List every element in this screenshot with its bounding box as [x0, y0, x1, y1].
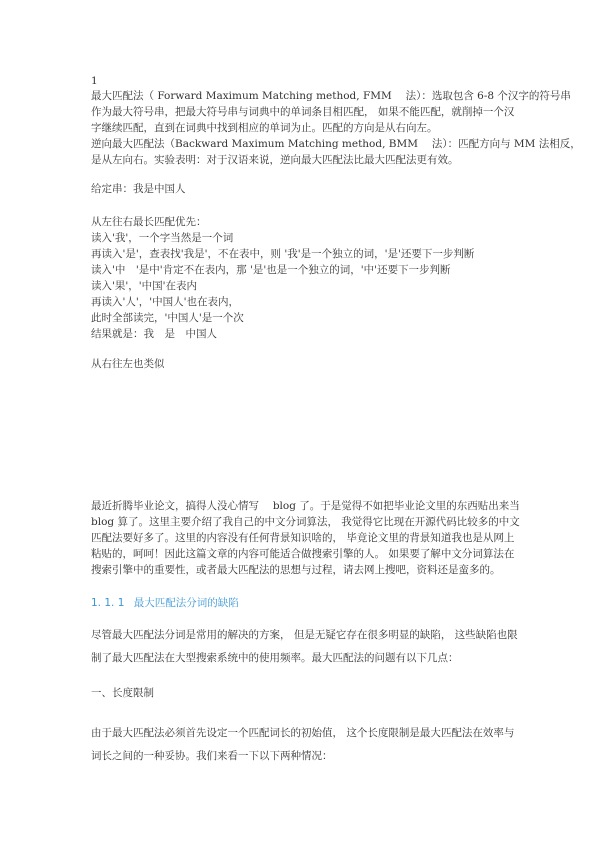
blog-line: 匹配法要好多了。这里的内容没有任何背景知识啥的， 毕竟论文里的背景知道我也是从网上 — [91, 532, 515, 544]
defect-line: 尽管最大匹配法分词是常用的解决的方案， 但是无疑它存在很多明显的缺陷， 这些缺陷也限 — [91, 629, 518, 641]
page-number: 1 — [91, 75, 98, 87]
length-line: 词长之间的一种妥协。我们来看一下以下两种情况： — [91, 750, 333, 762]
process-line: 结果就是：我 是 中国人 — [91, 328, 217, 340]
blog-line: 最近折腾毕业论文，搞得人没心情写 blog 了。于是觉得不如把毕业论文里的东西贴出来当 — [91, 500, 520, 512]
length-line: 由于最大匹配法必须首先设定一个匹配词长的初始值， 这个长度限制是最大匹配法在效率与 — [91, 727, 515, 739]
intro-line: 是从左向右。实验表明：对于汉语来说，逆向最大匹配法比最大匹配法更有效。 — [91, 154, 459, 166]
section-title: 最大匹配法分词的缺陷 — [133, 597, 239, 609]
process-line: 再读入'人'，'中国人'也在表内， — [91, 296, 240, 308]
defect-line: 制了最大匹配法在大型搜索系统中的使用频率。最大匹配法的问题有以下几点： — [91, 652, 459, 664]
intro-line: 逆向最大匹配法（Backward Maximum Matching method, BMM 法）：匹配方向与 MM 法相反， — [91, 138, 581, 150]
process-line: 从左往右最长匹配优先： — [91, 216, 207, 228]
section-number: 1. 1. 1 — [91, 597, 125, 609]
blog-line: 粘贴的，呵呵！因此这篇文章的内容可能适合做搜索引擎的人。 如果要了解中文分词算法在 — [91, 548, 515, 560]
length-heading: 一、长度限制 — [91, 687, 154, 699]
intro-line: 字继续匹配，直到在词典中找到相应的单词为止。匹配的方向是从右向左。 — [91, 122, 438, 134]
right-to-left-note: 从右往左也类似 — [91, 358, 165, 370]
blog-line: blog 算了。这里主要介绍了我自己的中文分词算法， 我觉得它比现在开源代码比较多的中文 — [91, 516, 520, 528]
intro-line: 作为最大符号串，把最大符号串与词典中的单词条目相匹配， 如果不能匹配，就削掉一个汉 — [91, 106, 515, 118]
process-line: 读入'我'，一个字当然是一个词 — [91, 232, 234, 244]
blog-line: 搜索引擎中的重要性，或者最大匹配法的思想与过程，请去网上搜吧，资料还是蛮多的。 — [91, 564, 501, 576]
process-line: 读入'果'，'中国'在表内 — [91, 280, 198, 292]
given-string: 给定串：我是中国人 — [91, 183, 186, 195]
intro-line: 最大匹配法（ Forward Maximum Matching method, FMM 法）：选取包含 6-8 个汉字的符号串 — [91, 90, 571, 102]
process-line: 再读入'是'，查表找'我是'，不在表中，则 '我'是一个独立的词，'是'还要下一步判断 — [91, 248, 475, 260]
process-line: 读入'中 '是中'肯定不在表内，那 '是'也是一个独立的词，'中'还要下一步判断 — [91, 264, 451, 276]
section-heading — [91, 595, 239, 610]
process-line: 此时全部读完，'中国人'是一个次 — [91, 312, 244, 324]
